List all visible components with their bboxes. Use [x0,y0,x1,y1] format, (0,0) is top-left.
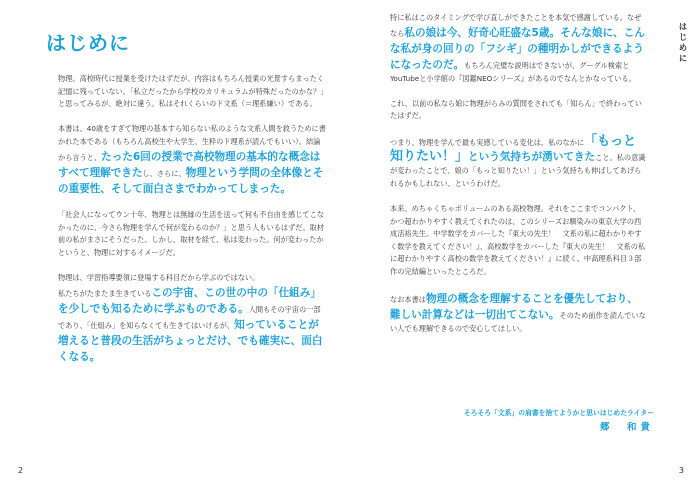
paragraph [390,98,646,123]
paragraph [58,73,326,111]
highlight-text: 私の娘は今、好奇心旺盛な5歳。そんな娘に、こんな私が身の回りの「フシギ」の種明かしができるようになったのだ。 [390,26,645,71]
body-text: 人間もその宇宙の一部であり、「仕組み」を知らなくても生きてはいけるが、 [58,304,321,330]
page-number-right: 3 [678,466,684,475]
body-text: 物理は、学習指導要領に登場する科目だから学ぶのではない。 [58,273,260,283]
paragraph [58,209,326,259]
author-affiliation: そろそろ「文系」の肩書を捨てようかと思いはじめたライター [463,409,654,417]
body-text: 本書は、40歳をすぎて物理の基本すら知らない私のような文系人間を救うために書かれた本である（もちろん高校生や大学生、生粋のド理系が読んでもいい）。結論から言うと、 [58,124,326,162]
highlight-text: たった6回の授業で高校物理の基本的な概念はすべて理解できた [58,150,321,179]
body-text: これ、以前の私なら娘に物理がらみの質問をされても「知らん」で終わっていたはずだ。 [390,98,642,121]
highlight-text: 知っていることが増えると普段の生活がちょっとだけ、でも確実に、面白くなる。 [58,318,323,363]
highlight-text: という気持ちが湧いてきた [468,151,596,164]
page-title: はじめに [46,31,130,55]
author-signature [464,407,654,433]
body-text: し、さらに、 [142,168,186,178]
body-text: なお本書は [390,295,426,305]
section-label-vertical: はじめに [677,22,687,64]
highlight-text: 物理の概念を理解することを優先しており、難しい計算などは一切出てこない。 [390,293,638,322]
paragraph [58,272,326,365]
right-body-text [390,12,646,348]
left-body-text [58,73,326,377]
right-page [350,0,700,487]
author-name: 郷 和貴 [599,422,654,433]
body-text: つまり、物理を学んで最も実感している変化は、私のなかに [390,137,585,147]
paragraph [390,291,646,336]
body-text: 本来、めちゃくちゃボリュームのある高校物理。それをここまでコンパクト、かつ超わかりやすく教えてくれたのは、このシリーズお馴染みの東京大学の西成活裕先生。中学数学をカバーした『東大の先生！ 文系の私に超わかりやすく数学を教えてください！』、高校数学をカバーした『東大の先生！ 文系の私に超わかりやすく高校の数学を教えてください！』に続く、中高理系科目３部作の完結編といったところだ。 [390,203,646,276]
paragraph [390,203,646,279]
paragraph [58,123,326,196]
paragraph [390,12,646,85]
body-text: 特に私はこのタイミングで学び直しができたことを本気で感謝している。なぜなら [390,13,642,38]
body-text: 物理。高校時代に授業を受けたはずだが、内容はもちろん授業の光景すらまったく記憶に残っていない。「私立だったから学校のカリキュラムが特殊だったのかな？」と思ってみるが、絶対に違う。私はそれくらいのド文系（＝理系嫌い）である。 [58,74,324,109]
highlight-text: 「もっと知りたい！」 [390,133,637,165]
paragraph [390,133,646,191]
body-text: そのため前作を読んでいない人でも理解できるので安心してほしい。 [390,311,646,334]
body-text: もちろん完璧な説明はできないが、グーグル検索とYouTubeと小学館の『図鑑NEOシリーズ』があるのでなんとかなっている。 [390,60,636,83]
highlight-text: この宇宙、この世の中の「仕組み」を少しでも知るために学ぶものである。 [58,286,321,315]
highlight-text: 物理という学問の全体像とその重要性、そして面白さまでわかってしまった。 [58,166,324,195]
page-number-left: 2 [18,466,24,475]
body-text: 「社会人になってウン十年、物理とは無縁の生活を送って何も不自由を感じてこなかったのに、今さら物理を学んで何が変わるのか？」と思う人もいるはずだ。取材前の私がまさにそうだった。しかし、取材を経て、私は変わった。何が変わったかというと、物理に対するイメージだ。 [58,210,324,257]
body-text: こと。私の意識が変わったことで、娘の「もっと知りたい！」という気持ちも伸ばしてあげられるかもしれない、というわけだ。 [390,153,646,188]
body-text: 私たちがたまたま生きている [58,288,152,298]
